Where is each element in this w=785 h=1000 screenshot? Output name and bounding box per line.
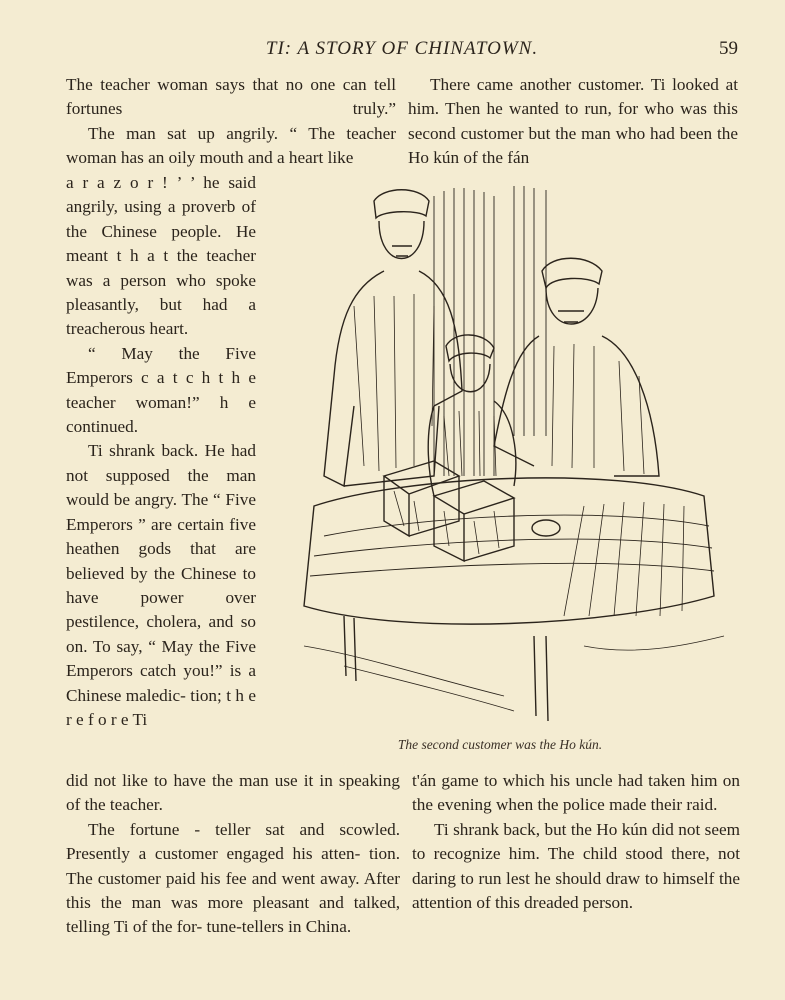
- paragraph: t'án game to which his uncle had taken him on the evening when the police made their raid.: [412, 771, 740, 815]
- paragraph: a r a z o r ! ’ ’ he said angrily, using a proverb of the Chinese people. He meant t h a t the teacher was a person who spoke pleasantly, but had a treacherous heart.: [66, 173, 256, 339]
- running-title: TI: A STORY OF CHINATOWN.: [265, 38, 539, 59]
- paragraph: did not like to have the man use it in speaking of the teacher.: [66, 771, 400, 815]
- table: [304, 478, 714, 721]
- text-block-bottom-right: [412, 769, 740, 915]
- wall-hatching: [434, 186, 546, 476]
- paragraph: Ti shrank back. He had not supposed the man would be angry. The “ Five Emperors ” are certain five heathen gods that are believed by the Chinese to have power over pestilence, cholera, and so on. To say, “ May the Five Emperors catch you!” is a Chinese maledic- tion; t h e r e f o r e Ti: [66, 441, 256, 729]
- paragraph: The teacher woman says that no one can tell fortunes truly.”: [66, 75, 396, 119]
- paragraph: “ May the Five Emperors c a t c h t h e teacher woman!” h e continued.: [66, 343, 256, 437]
- text-block-top-right: [408, 73, 738, 171]
- page-header: [66, 38, 738, 66]
- text-block-narrow-left: [66, 171, 256, 732]
- paragraph: The man sat up angrily. “ The teacher woman has an oily mouth and a heart like: [66, 123, 396, 168]
- floor-lines: [304, 636, 724, 711]
- illustration: [284, 176, 742, 728]
- illustration-caption: The second customer was the Ho kún.: [397, 737, 603, 752]
- paragraph: The fortune - teller sat and scowled. Presently a customer engaged his atten- tion. The customer paid his fee and went away. After this the man was more pleasant and talked, telling Ti of the for- tune-tellers in China.: [66, 819, 400, 937]
- page-number: 59: [719, 38, 738, 59]
- dish: [532, 520, 560, 536]
- standing-man-figure: [324, 190, 462, 486]
- text-block-bottom-left: [66, 769, 400, 940]
- text-block-top-left: [66, 73, 396, 171]
- paragraph: Ti shrank back, but the Ho kún did not seem to recognize him. The child stood there, not daring to run lest he should draw to himself the attention of this dreaded person.: [412, 819, 740, 913]
- seated-man-figure: [494, 258, 659, 476]
- child-figure: [428, 335, 516, 496]
- paragraph: There came another customer. Ti looked at him. Then he wanted to run, for who was this second customer but the man who had been the Ho kún of the fán: [408, 75, 738, 168]
